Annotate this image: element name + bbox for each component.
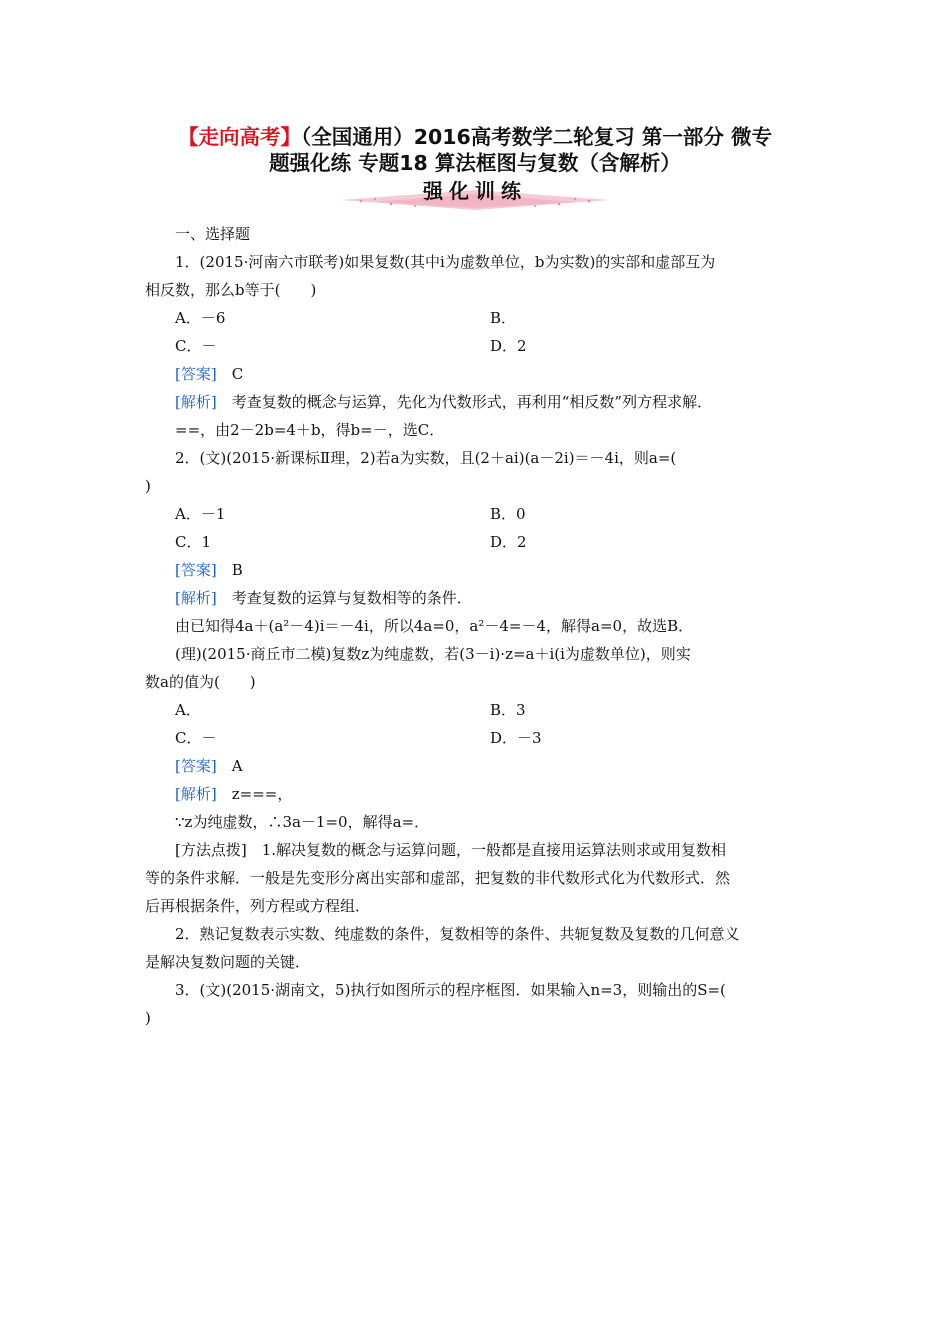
analysis-tag: [解析] bbox=[175, 785, 217, 803]
answer-tag: [答案] bbox=[175, 757, 217, 775]
method-line3: 后再根据条件，列方程或方程组． bbox=[145, 897, 371, 915]
section-heading: 一、选择题 bbox=[175, 225, 251, 243]
q2-option-a: A．－1 bbox=[175, 505, 226, 523]
q2-option-d: D．2 bbox=[490, 533, 527, 551]
answer-tag: [答案] bbox=[175, 561, 217, 579]
q2b-option-a: A． bbox=[175, 701, 201, 719]
q2b-calculation: ∵z为纯虚数，∴3a－1=0，解得a=． bbox=[175, 813, 430, 831]
q2b-options-row1 bbox=[145, 696, 810, 724]
q1-analysis bbox=[145, 388, 810, 416]
method-tag: [方法点拨] bbox=[175, 841, 247, 859]
q1-options-row1 bbox=[145, 304, 810, 332]
q2b-option-b: B．3 bbox=[490, 701, 526, 719]
method-line1-text: 1.解决复数的概念与运算问题，一般都是直接用运算法则求或用复数相 bbox=[261, 841, 727, 859]
q1-option-d: D．2 bbox=[490, 337, 527, 355]
q1-answer-value: C bbox=[231, 365, 244, 383]
q1-calculation: ==，由2－2b=4＋b，得b=－，选C． bbox=[175, 421, 445, 439]
title-line-1 bbox=[120, 124, 830, 150]
analysis-tag: [解析] bbox=[175, 393, 217, 411]
q1-option-a: A．－6 bbox=[175, 309, 226, 327]
q1-options-row2 bbox=[145, 332, 810, 360]
q1-stem-line1: 1．(2015·河南六市联考)如果复数(其中i为虚数单位，b为实数)的实部和虚部互为 bbox=[175, 253, 716, 271]
q2b-stem-line2: 数a的值为( ) bbox=[145, 673, 256, 691]
method-line4: 2．熟记复数表示实数、纯虚数的条件，复数相等的条件、共轭复数及复数的几何意义 bbox=[175, 925, 740, 943]
q2b-analysis bbox=[145, 780, 810, 808]
q2-answer bbox=[145, 556, 810, 584]
q2-options-row2 bbox=[145, 528, 810, 556]
q3-stem-line1: 3．(文)(2015·湖南文，5)执行如图所示的程序框图．如果输入n=3，则输出的S=( bbox=[175, 981, 726, 999]
method-line5: 是解决复数问题的关键． bbox=[145, 953, 311, 971]
analysis-tag: [解析] bbox=[175, 589, 217, 607]
answer-tag: [答案] bbox=[175, 365, 217, 383]
q2-answer-value: B bbox=[231, 561, 243, 579]
section-banner bbox=[335, 178, 615, 210]
q2b-answer bbox=[145, 752, 810, 780]
q2-option-c: C．1 bbox=[175, 533, 212, 551]
q2-stem-line1: 2．(文)(2015·新课标Ⅱ理，2)若a为实数，且(2＋ai)(a－2i)＝－4i，则a=( bbox=[175, 449, 677, 467]
q2-stem-line2: ) bbox=[145, 477, 151, 495]
q1-analysis-text: 考查复数的概念与运算，先化为代数形式，再利用“相反数”列方程求解． bbox=[231, 393, 713, 411]
banner-title: 强化训练 bbox=[423, 179, 527, 203]
q2b-answer-value: A bbox=[231, 757, 243, 775]
q2-analysis bbox=[145, 584, 810, 612]
q2b-stem-line1: (理)(2015·商丘市二模)复数z为纯虚数，若(3－i)·z=a＋i(i为虚数单位)，则实 bbox=[175, 645, 691, 663]
q3-stem-line2: ) bbox=[145, 1009, 151, 1027]
q2b-option-d: D．－3 bbox=[490, 729, 542, 747]
method-line1 bbox=[145, 836, 810, 864]
q2-calculation: 由已知得4a＋(a²－4)i＝－4i，所以4a=0，a²－4=－4，解得a=0，故选B． bbox=[175, 617, 694, 635]
method-line2: 等的条件求解．一般是先变形分离出实部和虚部，把复数的非代数形式化为代数形式．然 bbox=[145, 869, 731, 887]
title-line-2: 题强化练 专题18 算法框图与复数（含解析） bbox=[269, 151, 681, 175]
document-title bbox=[120, 124, 830, 176]
q2-options-row1 bbox=[145, 500, 810, 528]
title-line-1-rest: （全国通用）2016高考数学二轮复习 第一部分 微专 bbox=[300, 125, 773, 149]
q1-answer bbox=[145, 360, 810, 388]
title-brand: 【走向高考】 bbox=[177, 125, 301, 149]
q2b-analysis-text: z===， bbox=[231, 785, 293, 803]
q2b-options-row2 bbox=[145, 724, 810, 752]
q1-option-b: B． bbox=[490, 309, 517, 327]
q2-option-b: B．0 bbox=[490, 505, 526, 523]
q2b-option-c: C．－ bbox=[175, 729, 217, 747]
q1-stem-line2: 相反数，那么b等于( ) bbox=[145, 281, 317, 299]
q1-option-c: C．－ bbox=[175, 337, 217, 355]
document-body bbox=[145, 220, 810, 1032]
q2-analysis-text: 考查复数的运算与复数相等的条件． bbox=[231, 589, 472, 607]
